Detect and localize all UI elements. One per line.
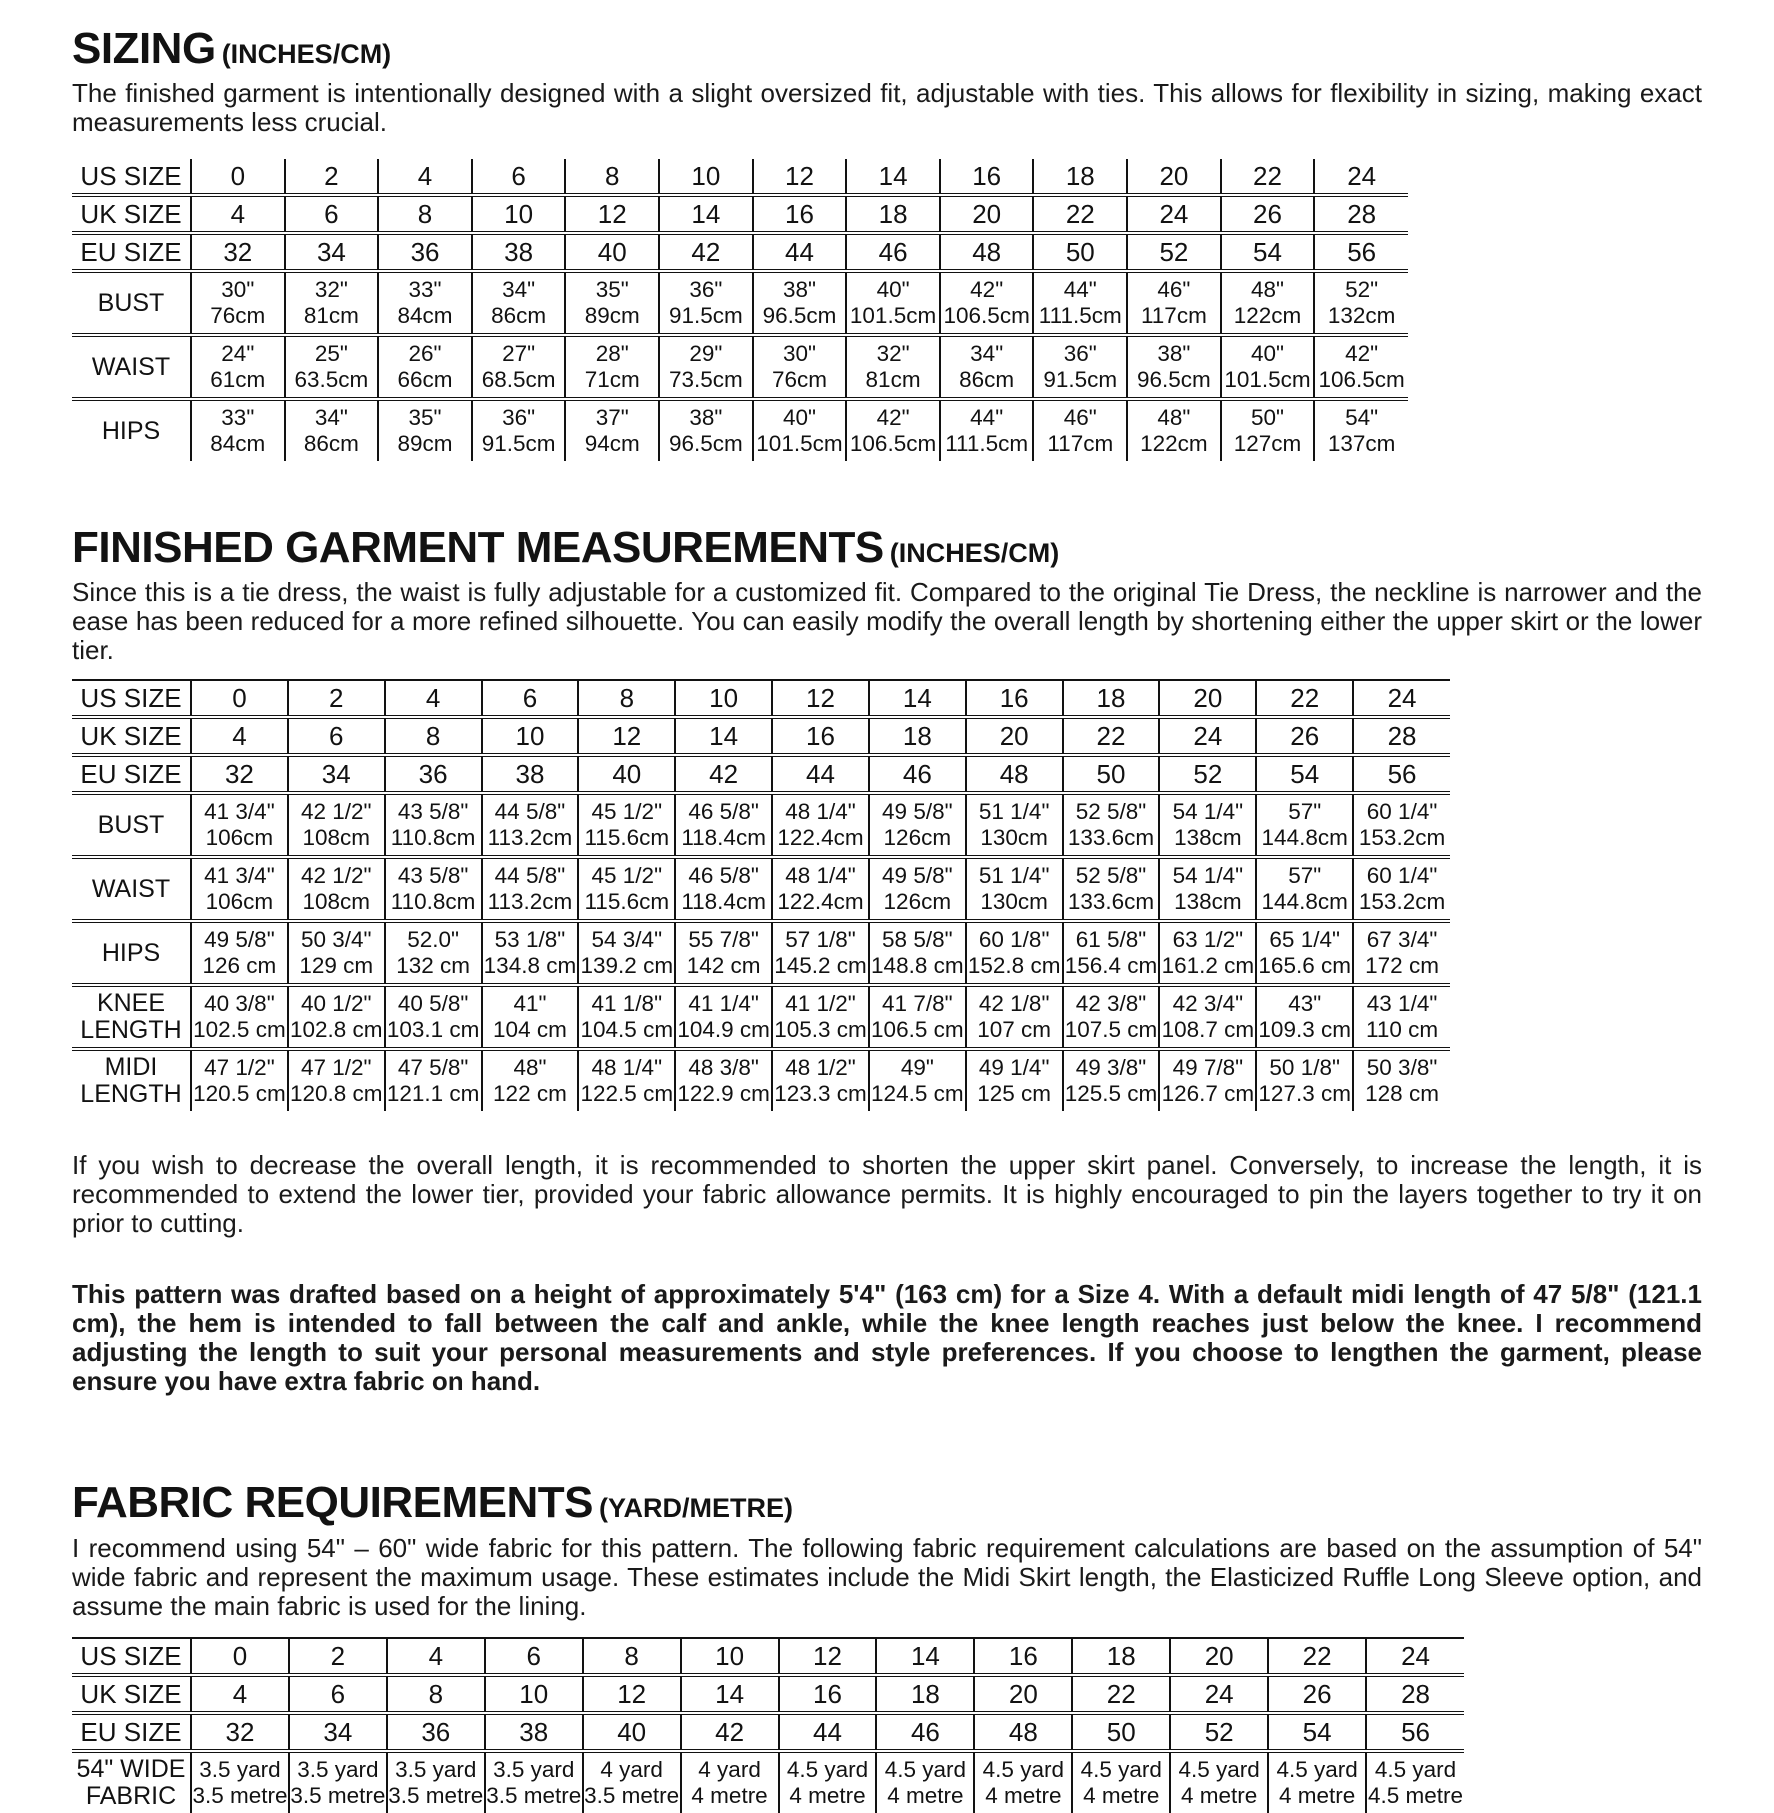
table-cell: 36" 91.5cm <box>659 271 753 335</box>
table-cell: 38 <box>485 1713 583 1751</box>
table-cell: 54 1/4" 138cm <box>1159 857 1256 921</box>
table-cell: 16 <box>779 1675 877 1713</box>
table-cell: 50 1/8" 127.3 cm <box>1256 1049 1353 1111</box>
table-cell: 48 3/8" 122.9 cm <box>675 1049 772 1111</box>
table-row <box>72 1049 1450 1111</box>
table-cell: 48 1/4" 122.4cm <box>772 857 869 921</box>
table-cell: 14 <box>846 159 940 195</box>
table-cell: 50" 127cm <box>1221 399 1315 461</box>
table-cell: 29" 73.5cm <box>659 335 753 399</box>
table-cell: 52.0" 132 cm <box>385 921 482 985</box>
fabric-requirements-section <box>72 1480 1702 1812</box>
table-cell: 52" 132cm <box>1314 271 1408 335</box>
table-row <box>72 1675 1464 1713</box>
table-cell: 22 <box>1221 159 1315 195</box>
finished-garment-section <box>72 525 1702 1396</box>
row-label: WAIST <box>72 857 191 921</box>
table-cell: 20 <box>966 717 1063 755</box>
table-cell: 50 <box>1063 755 1160 793</box>
table-cell: 46" 117cm <box>1033 399 1127 461</box>
table-cell: 36 <box>387 1713 485 1751</box>
table-cell: 47 1/2" 120.8 cm <box>288 1049 385 1111</box>
table-row <box>72 985 1450 1049</box>
table-cell: 22 <box>1256 680 1353 717</box>
table-cell: 6 <box>288 717 385 755</box>
table-cell: 40 <box>565 233 659 271</box>
table-cell: 54 1/4" 138cm <box>1159 793 1256 857</box>
table-cell: 34 <box>288 755 385 793</box>
table-cell: 48" 122cm <box>1127 399 1221 461</box>
table-cell: 40" 101.5cm <box>1221 335 1315 399</box>
table-cell: 2 <box>289 1638 387 1675</box>
table-cell: 2 <box>288 680 385 717</box>
table-cell: 22 <box>1072 1675 1170 1713</box>
table-cell: 34 <box>285 233 379 271</box>
table-cell: 41" 104 cm <box>482 985 579 1049</box>
table-cell: 52 <box>1159 755 1256 793</box>
length-adjustment-note: If you wish to decrease the overall length, it is recommended to shorten the upper skirt panel. Conversely, to increase the length, it is recommended to extend the lower tier, provided your fabric allowance permits. It is highly encouraged to pin the layers together to try it on prior to cutting. <box>72 1150 1702 1239</box>
table-cell: 4.5 yard 4.5 metre <box>1366 1751 1464 1813</box>
table-cell: 16 <box>966 680 1063 717</box>
table-cell: 4.5 yard 4 metre <box>974 1751 1072 1813</box>
table-cell: 18 <box>869 717 966 755</box>
table-cell: 40 <box>583 1713 681 1751</box>
table-cell: 26" 66cm <box>378 335 472 399</box>
row-label: EU SIZE <box>72 233 191 271</box>
table-cell: 4 <box>387 1638 485 1675</box>
table-row <box>72 399 1408 461</box>
table-cell: 12 <box>772 680 869 717</box>
drafting-height-note: This pattern was drafted based on a height of approximately 5'4" (163 cm) for a Size 4. With a default midi length of 47 5/8" (121.1 cm), the hem is intended to fall between the calf and ankle, while the knee length reaches just below the knee. I recommend adjusting the length to suit your personal measurements and style preferences. If you choose to lengthen the garment, please ensure you have extra fabric on hand. <box>72 1279 1702 1397</box>
table-row <box>72 271 1408 335</box>
table-cell: 24" 61cm <box>210 341 266 393</box>
table-cell: 52 5/8" 133.6cm <box>1063 857 1160 921</box>
table-cell: 35" 89cm <box>565 271 659 335</box>
table-cell: 25" 63.5cm <box>285 335 379 399</box>
table-cell: 38" 96.5cm <box>659 399 753 461</box>
table-cell: 4 yard 3.5 metre <box>583 1751 681 1813</box>
table-row <box>72 159 1408 195</box>
table-cell: 42" 106.5cm <box>940 271 1034 335</box>
table-cell: 40" 101.5cm <box>846 271 940 335</box>
table-cell: 4 <box>232 721 247 752</box>
table-cell: 16 <box>940 159 1034 195</box>
row-label: BUST <box>72 793 191 857</box>
table-cell: 46 <box>869 755 966 793</box>
table-cell: 48" 122 cm <box>482 1049 579 1111</box>
table-cell: 28 <box>1314 195 1408 233</box>
table-cell: 57 1/8" 145.2 cm <box>772 921 869 985</box>
table-cell: 57" 144.8cm <box>1256 857 1353 921</box>
row-label: UK SIZE <box>72 195 191 233</box>
table-cell: 42 1/2" 108cm <box>288 857 385 921</box>
table-cell: 18 <box>1072 1638 1170 1675</box>
row-label: KNEE LENGTH <box>72 985 191 1049</box>
table-cell: 49 5/8" 126cm <box>869 793 966 857</box>
fabric-requirements-table <box>72 1637 1464 1813</box>
table-cell: 58 5/8" 148.8 cm <box>869 921 966 985</box>
table-cell: 48 <box>966 755 1063 793</box>
table-cell: 50 <box>1072 1713 1170 1751</box>
table-cell: 34" 86cm <box>472 271 566 335</box>
table-cell: 51 1/4" 130cm <box>966 793 1063 857</box>
table-cell: 24 <box>1127 195 1221 233</box>
table-cell: 44 <box>779 1713 877 1751</box>
table-cell: 54 <box>1268 1713 1366 1751</box>
table-cell: 48" 122cm <box>1221 271 1315 335</box>
table-cell: 14 <box>876 1638 974 1675</box>
table-cell: 36 <box>378 233 472 271</box>
table-cell: 28" 71cm <box>565 335 659 399</box>
table-cell: 24 <box>1314 159 1408 195</box>
table-cell: 27" 68.5cm <box>472 335 566 399</box>
table-cell: 33" 84cm <box>210 405 266 457</box>
table-cell: 6 <box>285 195 379 233</box>
table-cell: 48 1/4" 122.5 cm <box>578 1049 675 1111</box>
table-row <box>72 233 1408 271</box>
table-cell: 67 3/4" 172 cm <box>1353 921 1450 985</box>
table-cell: 52 5/8" 133.6cm <box>1063 793 1160 857</box>
sizing-section-title <box>72 26 1702 72</box>
table-cell: 46 5/8" 118.4cm <box>675 857 772 921</box>
table-cell: 16 <box>753 195 847 233</box>
table-cell: 38" 96.5cm <box>1127 335 1221 399</box>
table-cell: 50 <box>1033 233 1127 271</box>
table-cell: 63 1/2" 161.2 cm <box>1159 921 1256 985</box>
table-cell: 56 <box>1353 755 1450 793</box>
table-cell: 42 1/8" 107 cm <box>966 985 1063 1049</box>
table-cell: 43 5/8" 110.8cm <box>385 793 482 857</box>
table-cell: 3.5 yard 3.5 metre <box>289 1751 387 1813</box>
table-cell: 53 1/8" 134.8 cm <box>482 921 579 985</box>
table-cell: 40 <box>578 755 675 793</box>
table-cell: 46" 117cm <box>1127 271 1221 335</box>
table-cell: 41 1/2" 105.3 cm <box>772 985 869 1049</box>
table-cell: 50 3/4" 129 cm <box>288 921 385 985</box>
table-cell: 46 5/8" 118.4cm <box>675 793 772 857</box>
table-cell: 8 <box>385 717 482 755</box>
table-cell: 49 7/8" 126.7 cm <box>1159 1049 1256 1111</box>
table-cell: 48 <box>974 1713 1072 1751</box>
table-cell: 4 <box>230 199 246 230</box>
table-cell: 44" 111.5cm <box>940 399 1034 461</box>
table-cell: 20 <box>940 195 1034 233</box>
table-cell: 34" 86cm <box>285 399 379 461</box>
table-cell: 4.5 yard 4 metre <box>1072 1751 1170 1813</box>
finished-garment-intro-paragraph: Since this is a tie dress, the waist is fully adjustable for a customized fit. Compared to the original Tie Dress, the neckline is narrower and the ease has been reduced for a more refined silhouette. You can easily modify the overall length by shortening either the upper skirt or the lower tier. <box>72 577 1702 666</box>
table-cell: 32" 81cm <box>285 271 379 335</box>
table-cell: 6 <box>289 1675 387 1713</box>
finished-garment-section-title <box>72 525 1702 571</box>
row-label: US SIZE <box>72 159 191 195</box>
table-cell: 49 5/8" 126cm <box>869 857 966 921</box>
table-cell: 14 <box>675 717 772 755</box>
table-cell: 4 <box>385 680 482 717</box>
table-cell: 16 <box>772 717 869 755</box>
table-cell: 54 <box>1221 233 1315 271</box>
table-cell: 45 1/2" 115.6cm <box>578 857 675 921</box>
table-cell: 36" 91.5cm <box>472 399 566 461</box>
section-title-units: (YARD/METRE) <box>598 1493 793 1524</box>
row-label: WAIST <box>72 335 191 399</box>
table-cell: 10 <box>482 717 579 755</box>
table-cell: 12 <box>779 1638 877 1675</box>
table-cell: 40" 101.5cm <box>753 399 847 461</box>
table-cell: 47 5/8" 121.1 cm <box>385 1049 482 1111</box>
table-cell: 26 <box>1256 717 1353 755</box>
table-cell: 49 5/8" 126 cm <box>202 927 277 979</box>
table-row <box>72 195 1408 233</box>
row-label: HIPS <box>72 399 191 461</box>
row-label: US SIZE <box>72 1638 191 1675</box>
table-cell: 44" 111.5cm <box>1033 271 1127 335</box>
table-cell: 48 1/4" 122.4cm <box>772 793 869 857</box>
section-title-text: FINISHED GARMENT MEASUREMENTS <box>72 523 884 573</box>
table-cell: 50 3/8" 128 cm <box>1353 1049 1450 1111</box>
table-cell: 26 <box>1268 1675 1366 1713</box>
table-cell: 8 <box>578 680 675 717</box>
table-cell: 14 <box>681 1675 779 1713</box>
table-cell: 18 <box>1063 680 1160 717</box>
table-cell: 49" 124.5 cm <box>869 1049 966 1111</box>
table-row <box>72 1713 1464 1751</box>
table-cell: 32" 81cm <box>846 335 940 399</box>
table-row <box>72 793 1450 857</box>
table-cell: 0 <box>232 1640 248 1671</box>
table-cell: 44 5/8" 113.2cm <box>482 857 579 921</box>
table-row <box>72 755 1450 793</box>
section-title-text: SIZING <box>72 24 216 73</box>
table-cell: 20 <box>1159 680 1256 717</box>
table-cell: 43" 109.3 cm <box>1256 985 1353 1049</box>
table-cell: 42 3/8" 107.5 cm <box>1063 985 1160 1049</box>
table-cell: 48 1/2" 123.3 cm <box>772 1049 869 1111</box>
table-cell: 38" 96.5cm <box>753 271 847 335</box>
fabric-requirements-intro-paragraph: I recommend using 54" – 60" wide fabric for this pattern. The following fabric requirement calculations are based on the assumption of 54" wide fabric and represent the maximum usage. These estimates include the Midi Skirt length, the Elasticized Ruffle Long Sleeve option, and assume the main fabric is used for the lining. <box>72 1532 1702 1621</box>
table-row <box>72 717 1450 755</box>
table-cell: 10 <box>485 1675 583 1713</box>
sizing-intro-paragraph: The finished garment is intentionally designed with a slight oversized fit, adjustable with ties. This allows for flexibility in sizing, making exact measurements less crucial. <box>72 78 1702 138</box>
table-cell: 28 <box>1353 717 1450 755</box>
table-cell: 54" 137cm <box>1314 399 1408 461</box>
row-label: 54" WIDE FABRIC <box>72 1751 191 1813</box>
table-cell: 60 1/4" 153.2cm <box>1353 857 1450 921</box>
table-cell: 56 <box>1366 1713 1464 1751</box>
table-cell: 32 <box>225 1716 255 1747</box>
row-label: EU SIZE <box>72 1713 191 1751</box>
table-cell: 10 <box>472 195 566 233</box>
table-cell: 18 <box>1033 159 1127 195</box>
table-cell: 41 3/4" 106cm <box>204 799 275 851</box>
table-cell: 42" 106.5cm <box>1314 335 1408 399</box>
table-cell: 52 <box>1127 233 1221 271</box>
table-cell: 42 <box>659 233 753 271</box>
table-cell: 26 <box>1221 195 1315 233</box>
table-cell: 34" 86cm <box>940 335 1034 399</box>
table-cell: 41 1/4" 104.9 cm <box>675 985 772 1049</box>
table-cell: 18 <box>846 195 940 233</box>
table-cell: 4 <box>232 1678 248 1709</box>
table-cell: 8 <box>378 195 472 233</box>
table-cell: 3.5 yard 3.5 metre <box>192 1756 288 1808</box>
section-title-text: FABRIC REQUIREMENTS <box>72 1478 593 1528</box>
table-cell: 40 5/8" 103.1 cm <box>385 985 482 1049</box>
table-cell: 42 3/4" 108.7 cm <box>1159 985 1256 1049</box>
table-cell: 2 <box>285 159 379 195</box>
table-cell: 4.5 yard 4 metre <box>779 1751 877 1813</box>
table-cell: 37" 94cm <box>565 399 659 461</box>
table-cell: 46 <box>876 1713 974 1751</box>
fabric-requirements-section-title <box>72 1480 1702 1526</box>
row-label: UK SIZE <box>72 717 191 755</box>
table-cell: 6 <box>485 1638 583 1675</box>
table-cell: 28 <box>1366 1675 1464 1713</box>
table-cell: 10 <box>681 1638 779 1675</box>
table-row <box>72 680 1450 717</box>
table-cell: 60 1/4" 153.2cm <box>1353 793 1450 857</box>
table-row <box>72 1638 1464 1675</box>
table-cell: 33" 84cm <box>378 271 472 335</box>
finished-garment-measurements-table <box>72 679 1450 1111</box>
table-cell: 22 <box>1268 1638 1366 1675</box>
table-cell: 42 <box>675 755 772 793</box>
table-cell: 42 1/2" 108cm <box>288 793 385 857</box>
table-cell: 42" 106.5cm <box>846 399 940 461</box>
table-cell: 4.5 yard 4 metre <box>1268 1751 1366 1813</box>
table-cell: 35" 89cm <box>378 399 472 461</box>
table-cell: 10 <box>659 159 753 195</box>
row-label: BUST <box>72 271 191 335</box>
table-cell: 6 <box>472 159 566 195</box>
table-cell: 8 <box>583 1638 681 1675</box>
table-cell: 43 1/4" 110 cm <box>1353 985 1450 1049</box>
table-cell: 4.5 yard 4 metre <box>1170 1751 1268 1813</box>
table-row <box>72 857 1450 921</box>
table-cell: 38 <box>482 755 579 793</box>
table-cell: 54 3/4" 139.2 cm <box>578 921 675 985</box>
table-cell: 41 1/8" 104.5 cm <box>578 985 675 1049</box>
section-title-units: (INCHES/CM) <box>889 538 1060 569</box>
table-row <box>72 1751 1464 1813</box>
table-cell: 4 yard 4 metre <box>681 1751 779 1813</box>
table-cell: 0 <box>232 683 247 714</box>
table-cell: 20 <box>1127 159 1221 195</box>
table-cell: 46 <box>846 233 940 271</box>
table-cell: 42 <box>681 1713 779 1751</box>
table-cell: 44 <box>772 755 869 793</box>
table-cell: 4 <box>378 159 472 195</box>
table-cell: 56 <box>1314 233 1408 271</box>
table-cell: 3.5 yard 3.5 metre <box>387 1751 485 1813</box>
sizing-section <box>72 26 1702 461</box>
table-cell: 41 3/4" 106cm <box>204 863 275 915</box>
table-cell: 22 <box>1063 717 1160 755</box>
table-cell: 18 <box>876 1675 974 1713</box>
table-cell: 30" 76cm <box>210 277 266 329</box>
table-cell: 14 <box>869 680 966 717</box>
table-cell: 40 1/2" 102.8 cm <box>288 985 385 1049</box>
table-cell: 20 <box>1170 1638 1268 1675</box>
table-cell: 6 <box>482 680 579 717</box>
table-cell: 51 1/4" 130cm <box>966 857 1063 921</box>
table-cell: 0 <box>230 161 246 192</box>
table-cell: 49 1/4" 125 cm <box>966 1049 1063 1111</box>
table-cell: 61 5/8" 156.4 cm <box>1063 921 1160 985</box>
table-cell: 24 <box>1159 717 1256 755</box>
table-cell: 24 <box>1353 680 1450 717</box>
table-cell: 60 1/8" 152.8 cm <box>966 921 1063 985</box>
table-cell: 32 <box>223 237 253 268</box>
table-row <box>72 921 1450 985</box>
table-cell: 34 <box>289 1713 387 1751</box>
table-cell: 32 <box>224 759 254 790</box>
row-label: US SIZE <box>72 680 191 717</box>
table-cell: 48 <box>940 233 1034 271</box>
table-cell: 52 <box>1170 1713 1268 1751</box>
table-cell: 45 1/2" 115.6cm <box>578 793 675 857</box>
table-cell: 4.5 yard 4 metre <box>876 1751 974 1813</box>
table-cell: 12 <box>583 1675 681 1713</box>
table-cell: 30" 76cm <box>753 335 847 399</box>
table-cell: 24 <box>1170 1675 1268 1713</box>
table-cell: 12 <box>578 717 675 755</box>
row-label: UK SIZE <box>72 1675 191 1713</box>
row-label: HIPS <box>72 921 191 985</box>
table-cell: 57" 144.8cm <box>1256 793 1353 857</box>
table-cell: 12 <box>753 159 847 195</box>
table-cell: 24 <box>1366 1638 1464 1675</box>
table-cell: 20 <box>974 1675 1072 1713</box>
table-cell: 54 <box>1256 755 1353 793</box>
row-label: EU SIZE <box>72 755 191 793</box>
table-cell: 47 1/2" 120.5 cm <box>193 1055 286 1107</box>
table-cell: 3.5 yard 3.5 metre <box>485 1751 583 1813</box>
table-cell: 43 5/8" 110.8cm <box>385 857 482 921</box>
table-cell: 8 <box>565 159 659 195</box>
row-label: MIDI LENGTH <box>72 1049 191 1111</box>
table-cell: 36" 91.5cm <box>1033 335 1127 399</box>
table-cell: 10 <box>675 680 772 717</box>
table-cell: 44 5/8" 113.2cm <box>482 793 579 857</box>
table-row <box>72 335 1408 399</box>
table-cell: 8 <box>387 1675 485 1713</box>
table-cell: 14 <box>659 195 753 233</box>
section-title-units: (INCHES/CM) <box>221 39 392 69</box>
table-cell: 36 <box>385 755 482 793</box>
table-cell: 49 3/8" 125.5 cm <box>1063 1049 1160 1111</box>
table-cell: 12 <box>565 195 659 233</box>
table-cell: 40 3/8" 102.5 cm <box>193 991 286 1043</box>
table-cell: 22 <box>1033 195 1127 233</box>
table-cell: 38 <box>472 233 566 271</box>
table-cell: 41 7/8" 106.5 cm <box>869 985 966 1049</box>
table-cell: 44 <box>753 233 847 271</box>
table-cell: 65 1/4" 165.6 cm <box>1256 921 1353 985</box>
body-measurements-table <box>72 159 1408 461</box>
table-cell: 16 <box>974 1638 1072 1675</box>
table-cell: 55 7/8" 142 cm <box>675 921 772 985</box>
